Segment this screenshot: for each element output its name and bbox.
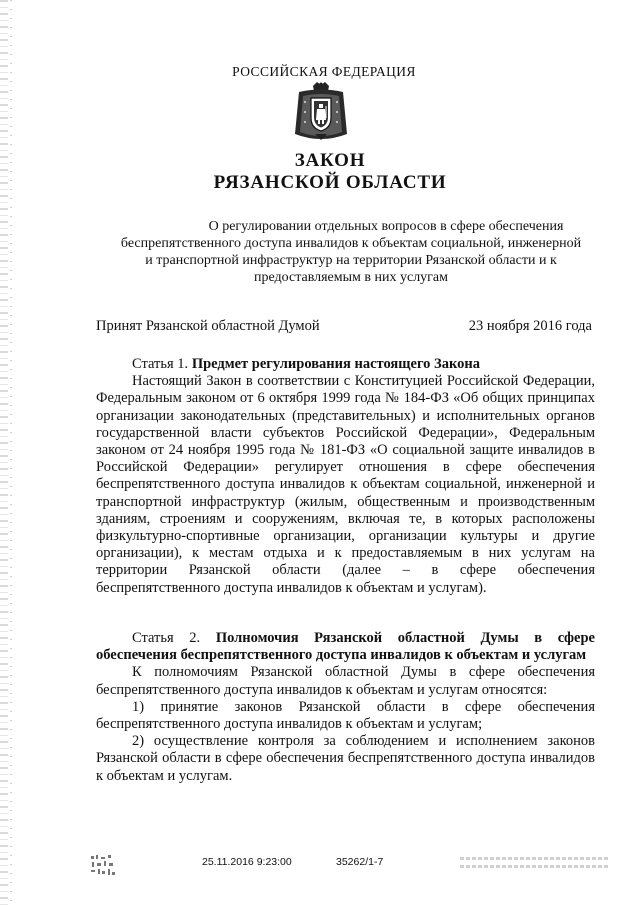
registration-footer xyxy=(0,852,640,892)
law-region-title: РЯЗАНСКОЙ ОБЛАСТИ xyxy=(213,172,447,193)
registration-number: 35262/1-7 xyxy=(336,856,384,868)
article-2-intro: К полномочиям Рязанской областной Думы в сфере обеспечения беспрепятственного доступа инвалидов к объектам и услугам относятся: xyxy=(96,664,595,698)
article-number: Статья 1. xyxy=(132,356,192,372)
scan-edge-marks xyxy=(10,0,12,905)
country-heading: РОССИЙСКАЯ ФЕДЕРАЦИЯ xyxy=(232,64,416,79)
article-1-heading xyxy=(96,356,595,373)
article-1 xyxy=(96,356,595,597)
article-2-item-2: 2) осуществление контроля за соблюдением и исполнением законов Рязанской области в сфере обеспечения беспрепятственного доступа инвалидов к объектам и услугам. xyxy=(96,733,595,784)
law-subject xyxy=(96,218,606,286)
article-2-item-1: 1) принятие законов Рязанской области в сфере обеспечения беспрепятственного доступа инвалидов к объектам и услугам; xyxy=(96,698,595,733)
coat-of-arms-icon xyxy=(293,82,349,142)
subject-line: беспрепятственного доступа инвалидов к объектам социальной, инженерной xyxy=(120,236,582,251)
subject-line: и транспортной инфраструктур на территории Рязанской области и к xyxy=(145,253,557,268)
article-title: Полномочия Рязанской областной Думы в сфере обеспечения беспрепятственного доступа инвалидов к объектам и услугам xyxy=(96,630,595,664)
article-number: Статья 2. xyxy=(132,630,216,646)
adopting-body: Принят Рязанской областной Думой xyxy=(96,318,320,334)
adoption-line xyxy=(96,318,592,335)
article-1-text: Настоящий Закон в соответствии с Конституцией Российской Федерации, Федеральным законом от 6 октября 1999 года № 184-ФЗ «Об общих принципах организации законодательных (представительных) и исполнительных органов государственной власти субъектов Российской Федерации», Федеральным законом от 24 ноября 1995 года № 181-ФЗ «О социальной защите инвалидов в Российской Федерации» регулирует отношения в сфере обеспечения беспрепятственного доступа инвалидов к объектам социальной, инженерной и транспортной инфраструктур (жилым, общественным и производственным зданиям, строениям и сооружениям, включая те, в которых расположены физкультурно-спортивные организации, организации культуры и другие организации), к местам отдыха и к предоставляемым в них услугам на территории Рязанской области (далее – в сфере обеспечения беспрепятственного доступа инвалидов к объектам и услугам). xyxy=(96,373,595,596)
barcode-icon xyxy=(90,854,116,878)
adoption-date: 23 ноября 2016 года xyxy=(468,318,592,334)
subject-line: О регулировании отдельных вопросов в сфере обеспечения xyxy=(208,219,564,234)
article-2 xyxy=(96,630,595,785)
law-title: ЗАКОН xyxy=(294,150,366,171)
registration-datetime: 25.11.2016 9:23:00 xyxy=(202,856,292,868)
faint-stamp xyxy=(460,852,610,882)
scan-edge xyxy=(0,0,8,905)
subject-line: предоставляемым в них услугам xyxy=(253,270,448,285)
article-title: Предмет регулирования настоящего Закона xyxy=(191,356,480,372)
article-2-heading xyxy=(96,630,595,664)
